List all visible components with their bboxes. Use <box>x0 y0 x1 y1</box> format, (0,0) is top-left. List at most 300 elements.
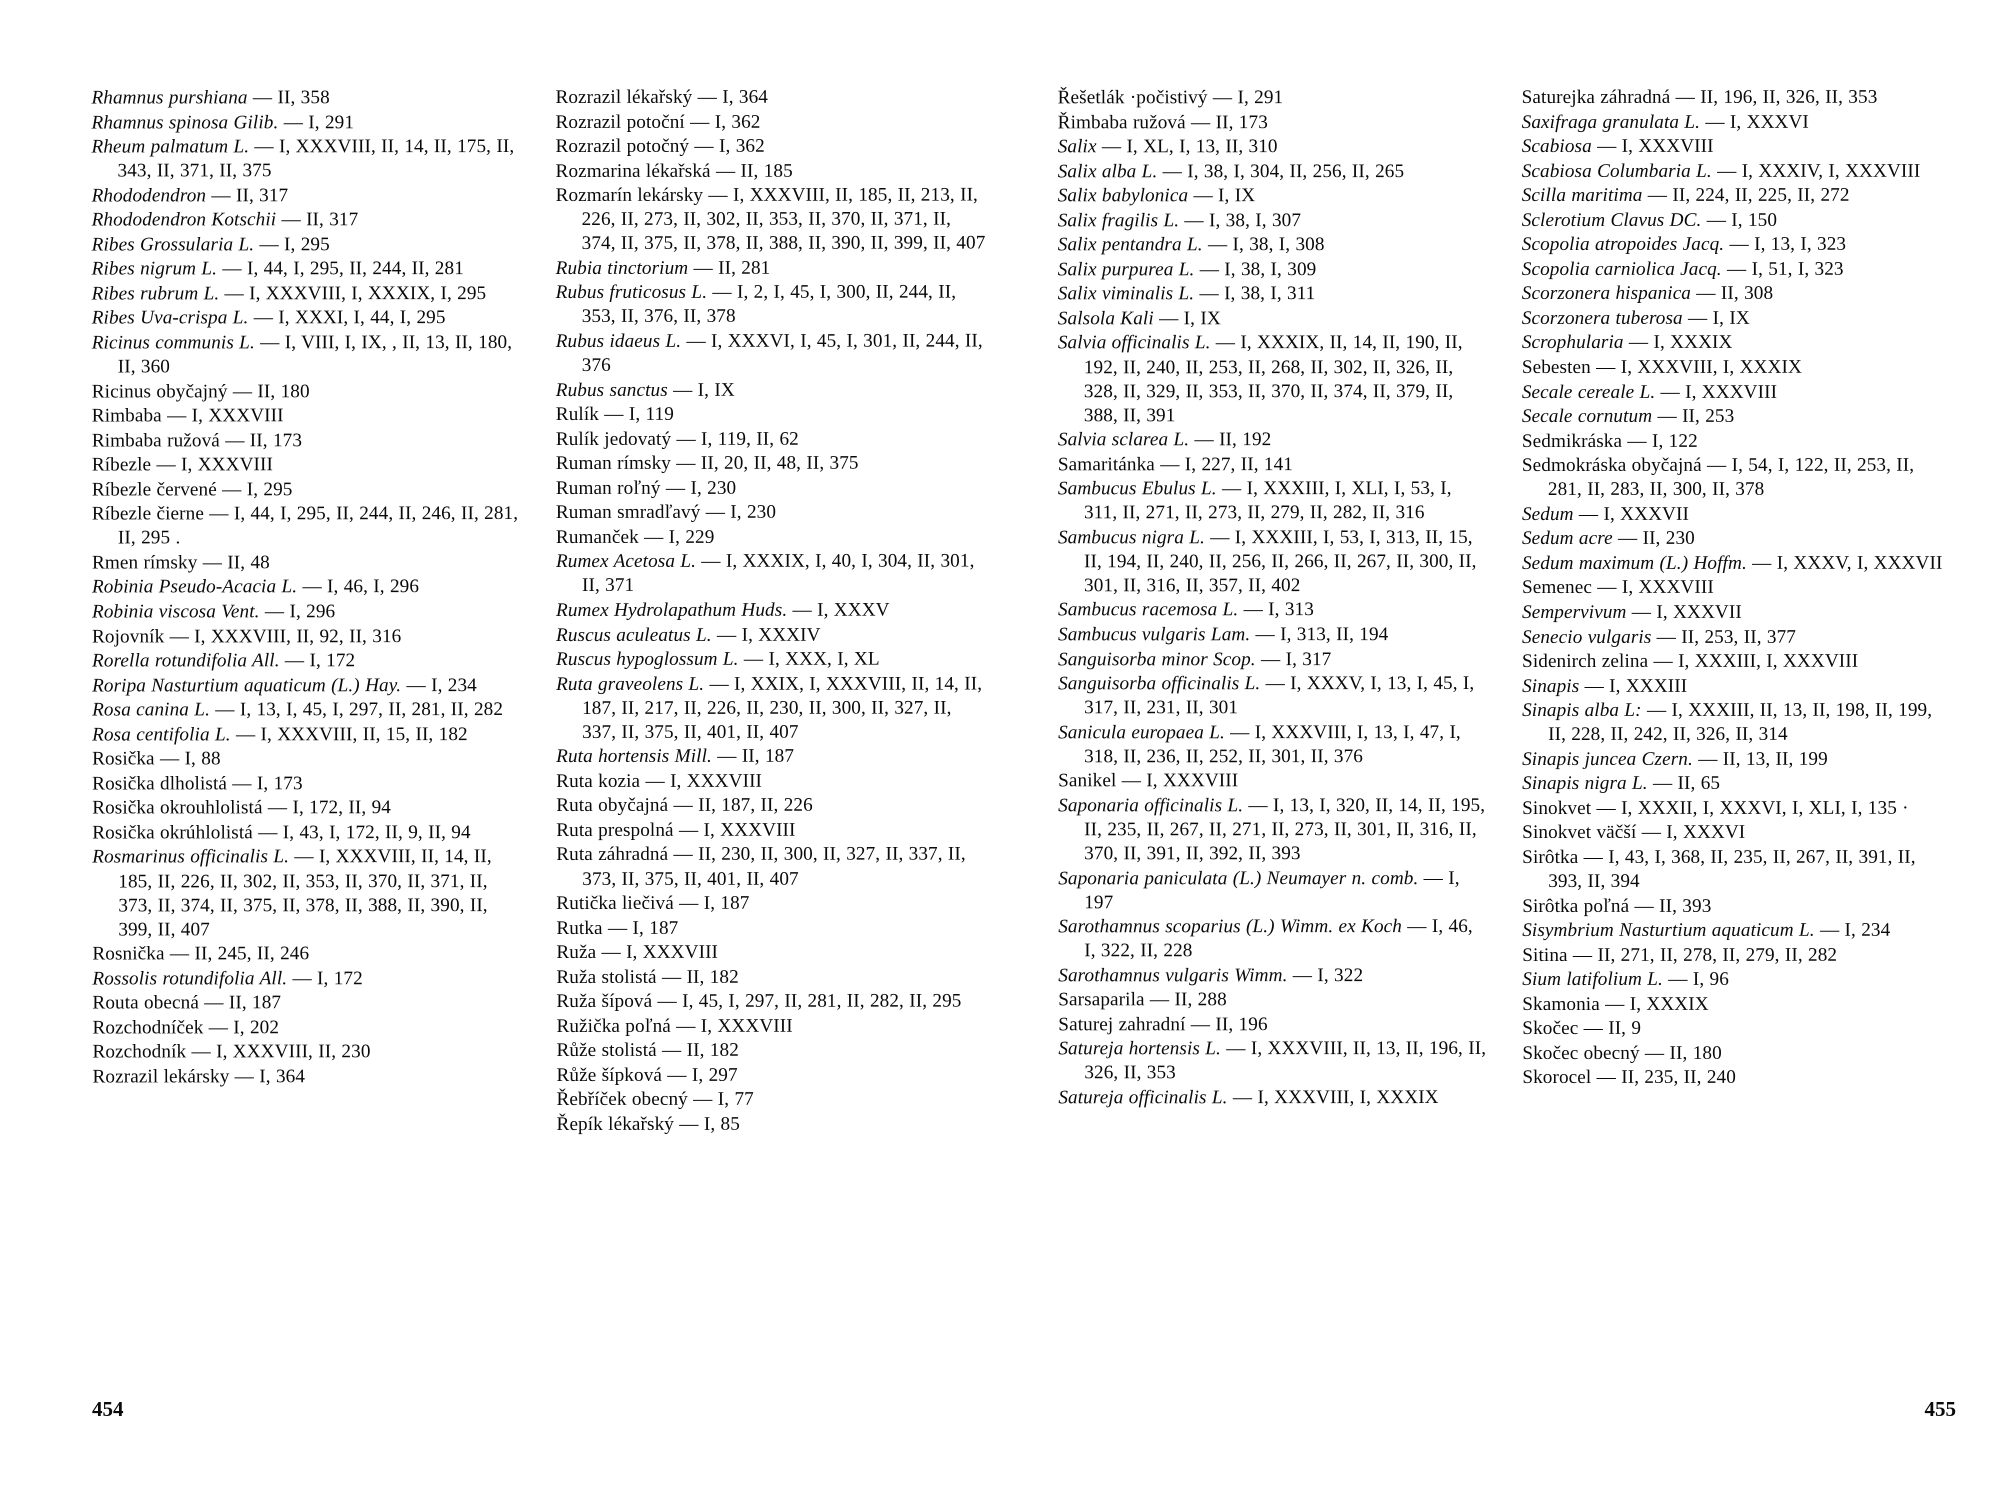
entry-references: — I, 119 <box>598 403 674 426</box>
entry-name: Routa obecná <box>92 992 199 1014</box>
entry-references: — I, XXXVII <box>1573 503 1689 525</box>
entry-references: — I, 2, I, 45, I, 300, II, 244, II, 353, II, 376, II, 378 <box>581 281 957 328</box>
index-entry <box>556 135 986 159</box>
index-entry <box>1522 576 1952 600</box>
entry-references: — I, 172 <box>287 967 363 989</box>
entry-name: Rozchodníček <box>92 1017 204 1039</box>
entry-references: — I, XXXIX <box>1623 332 1733 354</box>
entry-name: Rozmarina lékařská <box>555 160 711 182</box>
entry-name: Ruža stolistá <box>556 966 657 988</box>
entry-name: Salix purpurea L. <box>1057 259 1195 281</box>
index-entry <box>1058 331 1488 427</box>
index-entry <box>92 796 522 820</box>
index-entry <box>556 599 986 623</box>
entry-name: Rimbaba ružová <box>91 429 220 452</box>
entry-references: — I, 96 <box>1662 969 1729 991</box>
index-entry <box>1522 405 1952 429</box>
entry-name: Rubus idaeus L. <box>555 330 682 352</box>
index-entry <box>1058 307 1488 331</box>
index-entry <box>91 86 521 110</box>
entry-name: Robinia viscosa Vent. <box>91 601 260 623</box>
entry-name: Sarsaparila <box>1058 989 1145 1011</box>
entry-name: Salsola Kali <box>1057 308 1154 330</box>
entry-name: Rumex Acetosa L. <box>555 551 697 573</box>
entry-references: — II, 9 <box>1578 1018 1642 1040</box>
entry-references: — II, 230, II, 300, II, 327, II, 337, II, 373, II, 375, II, 401, II, 407 <box>582 844 966 890</box>
entry-name: Sanikel <box>1058 770 1117 792</box>
entry-references: — II, 173 <box>219 429 303 451</box>
entry-name: Rozmarín lekársky <box>555 185 704 207</box>
entry-references: — I, XXXVIII, II, 13, II, 196, II, 326, II, 353 <box>1084 1038 1487 1084</box>
entry-references: — I, XXXV, I, 13, I, 45, I, 317, II, 231, II, 301 <box>1084 673 1475 719</box>
entry-references: — II, 192 <box>1189 429 1272 451</box>
entry-references: — I, 364 <box>692 86 769 108</box>
entry-references: — I, 322 <box>1287 964 1364 986</box>
column-right-2 <box>1522 86 1953 1111</box>
entry-name: Ruscus hypoglossum L. <box>556 648 739 671</box>
entry-name: Ružička poľná <box>556 1015 671 1037</box>
entry-references: — II, 271, II, 278, II, 279, II, 282 <box>1567 944 1838 966</box>
entry-references: — I, XXXI, I, 44, I, 295 <box>248 307 446 329</box>
entry-references: — I, 202 <box>203 1017 280 1039</box>
entry-references: — I, 296 <box>259 601 336 623</box>
entry-references: — I, XXIX, I, XXXVIII, II, 14, II, 187, II, 217, II, 226, II, 230, II, 300, II, 327, II, 337, II, 375, II, 401, II, 407 <box>582 673 983 743</box>
entry-name: Scorzonera tuberosa <box>1521 307 1683 329</box>
index-entry <box>556 794 986 818</box>
index-entry <box>92 747 522 771</box>
entry-name: Sebesten <box>1521 356 1591 379</box>
entry-name: Ruža šípová <box>556 991 653 1013</box>
entry-name: Skamonia <box>1522 993 1600 1015</box>
entry-references: — II, 245, II, 246 <box>164 943 310 965</box>
entry-references: — I, XXXVIII <box>1116 770 1239 792</box>
entry-name: Satureja hortensis L. <box>1058 1038 1221 1060</box>
index-entry <box>556 916 986 940</box>
index-entry <box>1058 794 1488 866</box>
index-entry <box>1058 1086 1488 1110</box>
entry-references: — I, 150 <box>1701 209 1778 231</box>
column-right-1 <box>1058 86 1489 1111</box>
entry-name: Ruža <box>556 942 597 964</box>
index-entry <box>92 1040 522 1064</box>
entry-references: — I, XXXIX, I, 40, I, 304, II, 301, II, 371 <box>581 550 975 597</box>
entry-name: Rosa canina L. <box>92 699 210 721</box>
entry-references: — II, 65 <box>1647 773 1721 795</box>
entry-name: Ruta záhradná <box>556 844 669 866</box>
index-entry <box>555 110 985 134</box>
index-entry <box>92 208 522 232</box>
entry-name: Ribes Grossularia L. <box>91 234 255 256</box>
entry-references: — I, XXXV, I, XXXVII <box>1746 552 1943 574</box>
entry-name: Rorella rotundifolia All. <box>92 650 280 672</box>
entry-references: — I, 313 <box>1238 599 1314 621</box>
entry-references: — I, XXXIV, I, XXXVIII <box>1711 160 1921 182</box>
entry-name: Sanguisorba minor Scop. <box>1058 648 1256 670</box>
entry-references: — I, 46, I, 322, II, 228 <box>1084 916 1473 962</box>
entry-name: Sanicula europaea L. <box>1058 721 1225 744</box>
index-entry <box>1058 964 1488 988</box>
entry-references: — I, 229 <box>638 526 715 548</box>
entry-references: — I, 234 <box>401 674 477 696</box>
entry-references: — II, 196 <box>1185 1013 1268 1036</box>
entry-references: — I, XXXII, I, XXXVI, I, XLI, I, 135 · <box>1591 797 1909 819</box>
entry-references: — I, 43, I, 172, II, 9, II, 94 <box>252 821 471 844</box>
entry-name: Rhamnus spinosa Gilib. <box>91 111 279 134</box>
entry-references: — I, XXXVIII <box>640 770 763 792</box>
entry-name: Sirôtka poľná <box>1522 895 1630 917</box>
entry-name: Salix fragilis L. <box>1057 209 1180 232</box>
index-entry <box>1058 233 1488 257</box>
index-entry <box>1522 86 1952 110</box>
index-entry <box>1522 674 1952 698</box>
entry-name: Ribes rubrum L. <box>91 283 220 305</box>
index-entry <box>92 821 522 845</box>
entry-references: — I, XXXVIII, I, XXXIX, I, 295 <box>219 282 487 305</box>
index-entry <box>1058 1013 1488 1037</box>
entry-name: Saturejka záhradná <box>1521 86 1671 108</box>
index-entry <box>92 723 522 747</box>
entry-name: Ruta prespolná <box>556 819 674 841</box>
index-entry <box>1522 943 1952 967</box>
index-entry <box>92 257 522 281</box>
index-entry <box>1522 356 1952 380</box>
entry-name: Scrophularia <box>1521 332 1624 354</box>
entry-name: Ruman smradľavý <box>555 502 701 524</box>
entry-references: — II, 182 <box>656 1040 739 1062</box>
entry-references: — I, 297 <box>661 1064 738 1086</box>
index-entry <box>556 1039 986 1063</box>
entry-references: — II, 173 <box>1185 111 1268 133</box>
index-entry <box>92 478 522 502</box>
entry-name: Sinapis nigra L. <box>1522 773 1648 795</box>
entry-name: Salix alba L. <box>1057 160 1158 182</box>
entry-name: Roripa Nasturtium aquaticum (L.) Hay. <box>92 674 402 697</box>
entry-references: — I, 88 <box>154 748 221 770</box>
entry-references: — I, 38, I, 307 <box>1179 209 1302 231</box>
entry-references: — I, 13, I, 323 <box>1724 234 1847 256</box>
index-entry <box>1058 258 1488 282</box>
entry-references: — II, 393 <box>1629 895 1712 917</box>
entry-references: — I, XXXIII, I, XXXVIII <box>1648 650 1859 672</box>
entry-references: — I, 38, I, 304, II, 256, II, 265 <box>1157 160 1405 182</box>
index-entry <box>92 649 522 673</box>
index-entry <box>557 1113 987 1137</box>
index-entry <box>1522 1042 1952 1066</box>
index-entry <box>556 378 986 402</box>
entry-references: — I, XXXVIII <box>1655 381 1778 403</box>
entry-references: — I, XXXVIII, I, XXXIX <box>1227 1086 1439 1109</box>
entry-name: Sambucus racemosa L. <box>1058 599 1239 621</box>
entry-name: Řepík lékařský <box>556 1113 674 1135</box>
index-entry <box>1522 307 1952 331</box>
index-entry <box>556 256 986 280</box>
index-entry <box>1522 1066 1952 1090</box>
index-entry <box>92 845 522 942</box>
entry-references: — I, 13, I, 45, I, 297, II, 281, II, 282 <box>209 699 504 721</box>
entry-references: — II, 230 <box>1612 528 1695 550</box>
index-entry <box>1522 184 1952 208</box>
entry-name: Ruta obyčajná <box>556 795 669 817</box>
entry-references: — I, 38, I, 309 <box>1194 258 1317 281</box>
entry-references: — I, 187 <box>602 917 679 939</box>
index-entry <box>92 453 522 477</box>
index-entry <box>92 380 522 404</box>
entry-references: — I, 234 <box>1814 919 1891 941</box>
entry-name: Ribes nigrum L. <box>91 258 218 280</box>
entry-references: — I, XXXVIII, II, 14, II, 175, II, 343, II, 371, II, 375 <box>117 136 515 182</box>
entry-name: Sanguisorba officinalis L. <box>1058 673 1261 695</box>
index-entry <box>1522 233 1952 257</box>
index-entry <box>1058 598 1488 622</box>
index-entry <box>556 990 986 1014</box>
entry-references: — I, 44, I, 295, II, 244, II, 281 <box>217 258 464 280</box>
index-entry <box>556 501 986 525</box>
entry-references: — II, 317 <box>276 209 359 231</box>
entry-references: — I, XXXVIII, I, 13, I, 47, I, 318, II, 236, II, 252, II, 301, II, 376 <box>1084 721 1461 768</box>
entry-name: Skočec <box>1522 1018 1579 1040</box>
entry-references: — I, XXXIX, II, 14, II, 190, II, 192, II, 240, II, 253, II, 268, II, 302, II, 326, II, 328, II, 329, II, 353, II, 370, II, 374, II, 379, II, 388, II, 391 <box>1083 332 1463 426</box>
entry-references: — I, 172, II, 94 <box>262 797 391 819</box>
entry-name: Ríbezle červené <box>91 479 217 501</box>
index-entry <box>1522 282 1952 306</box>
entry-name: Rimbaba <box>91 405 162 427</box>
entry-name: Rumanček <box>555 526 639 548</box>
index-entry <box>1058 282 1488 306</box>
index-entry <box>556 452 986 476</box>
index-entry <box>1522 699 1952 747</box>
index-entry <box>1058 453 1488 477</box>
entry-references: — I, 295 <box>254 234 330 256</box>
entry-name: Sidenirch zelina <box>1522 650 1649 673</box>
entry-name: Salix <box>1057 136 1097 158</box>
entry-name: Rhododendron Kotschii <box>91 209 277 231</box>
index-entry <box>92 1065 522 1089</box>
entry-name: Ruscus aculeatus L. <box>556 624 712 646</box>
index-entry <box>1522 797 1952 821</box>
entry-name: Ruman rímsky <box>555 453 671 475</box>
entry-references: — I, XXXV <box>787 599 890 621</box>
entry-references: — I, 227, II, 141 <box>1154 453 1294 475</box>
entry-name: Sarothamnus scoparius (L.) Wimm. ex Koch <box>1058 916 1402 938</box>
index-entry <box>556 843 986 892</box>
entry-references: — I, XXXVIII <box>670 1015 793 1037</box>
entry-name: Ruta graveolens L. <box>556 673 705 695</box>
entry-references: — II, 13, II, 199 <box>1692 748 1828 770</box>
entry-references: — I, XXXIII, I, XLI, I, 53, I, 311, II, 271, II, 273, II, 279, II, 282, II, 316 <box>1083 478 1452 524</box>
index-entry <box>556 1014 986 1038</box>
entry-name: Rosička dlholistá <box>92 773 228 795</box>
entry-references: — I, 362 <box>689 135 765 157</box>
entry-name: Rozrazil lekársky <box>92 1066 230 1088</box>
entry-references: — I, 362 <box>684 111 761 133</box>
index-entry <box>556 818 986 842</box>
entry-references: — I, XXXVIII <box>1591 577 1714 599</box>
index-entry <box>92 698 522 722</box>
entry-references: — I, XXXVII <box>1626 601 1742 623</box>
entry-name: Sedmikráska <box>1521 430 1623 452</box>
entry-references: — II, 48 <box>197 552 270 574</box>
entry-name: Secale cereale L. <box>1521 381 1656 403</box>
entry-references: — I, 43, I, 368, II, 235, II, 267, II, 391, II, 393, II, 394 <box>1548 846 1916 892</box>
index-entry <box>1522 502 1952 526</box>
entry-references: — II, 196, II, 326, II, 353 <box>1670 86 1878 108</box>
entry-references: — I, 295 <box>216 479 293 501</box>
index-entry <box>1522 846 1952 894</box>
entry-name: Rozrazil potoční <box>555 111 685 133</box>
index-entry <box>1522 894 1952 918</box>
index-entry <box>556 1063 986 1087</box>
columns-right <box>1058 86 1957 1111</box>
entry-name: Salvia sclarea L. <box>1057 429 1190 451</box>
entry-name: Sempervivum <box>1522 601 1627 623</box>
entry-references: — II, 308 <box>1690 283 1774 305</box>
index-entry <box>92 942 522 966</box>
index-entry <box>1058 988 1488 1012</box>
entry-name: Rosička <box>92 748 155 770</box>
entry-references: — I, XXXVIII <box>673 819 796 841</box>
entry-name: Rutička liečivá <box>556 892 674 915</box>
index-entry <box>1522 625 1952 649</box>
entry-name: Rumex Hydrolapathum Huds. <box>555 599 788 621</box>
entry-references: — I, 13, I, 320, II, 14, II, 195, II, 235, II, 267, II, 271, II, 273, II, 301, II, 316, II, 370, II, 391, II, 392, II, 393 <box>1084 794 1486 865</box>
entry-name: Ruta kozia <box>556 770 641 792</box>
entry-references: — I, XXXIX <box>1599 993 1709 1015</box>
entry-name: Rozchodník <box>92 1041 187 1063</box>
index-entry <box>1058 623 1488 647</box>
entry-references: — II, 187, II, 226 <box>668 795 813 817</box>
entry-references: — II, 253 <box>1652 405 1735 428</box>
index-entry <box>1522 454 1952 502</box>
index-entry <box>1522 135 1952 159</box>
entry-name: Řebříček obecný <box>556 1089 688 1111</box>
index-entry <box>1058 428 1488 452</box>
index-entry <box>1522 919 1952 943</box>
entry-name: Semenec <box>1521 577 1592 599</box>
index-entry <box>556 427 986 451</box>
entry-references: — II, 187 <box>711 746 795 768</box>
index-entry <box>1522 110 1952 134</box>
entry-references: — I, IX <box>1682 307 1750 329</box>
entry-references: — II, 187 <box>198 992 282 1014</box>
entry-references: — II, 358 <box>247 87 330 109</box>
index-entry <box>1522 258 1952 282</box>
entry-name: Robinia Pseudo-Acacia L. <box>91 576 298 598</box>
entry-name: Secale cornutum <box>1521 406 1653 428</box>
entry-name: Sambucus nigra L. <box>1057 527 1205 549</box>
entry-name: Sinokvet <box>1522 797 1592 819</box>
index-entry <box>91 111 521 135</box>
index-entry <box>556 476 986 500</box>
entry-name: Sinapis <box>1522 675 1580 697</box>
entry-name: Rosmarinus officinalis L. <box>92 846 290 868</box>
index-entry <box>556 159 986 183</box>
entry-references: — I, IX <box>667 379 735 401</box>
entry-references: — II, 20, II, 48, II, 375 <box>670 452 859 475</box>
entry-references: — I, XXXVIII, II, 14, II, 185, II, 226, II, 302, II, 353, II, 370, II, 371, II, 373, II, 374, II, 375, II, 378, II, 388, II, 390, II, 399, II, 407 <box>118 846 492 941</box>
entry-name: Rojovník <box>92 625 165 648</box>
entry-name: Ruta hortensis Mill. <box>556 746 712 768</box>
entry-references: — I, XXXVI <box>1636 822 1746 844</box>
index-entry <box>1522 821 1952 845</box>
entry-name: Salix babylonica <box>1057 185 1189 207</box>
entry-references: — I, 291 <box>1207 87 1284 109</box>
entry-name: Sedum maximum (L.) Hoffm. <box>1521 552 1747 574</box>
index-entry <box>1058 160 1488 184</box>
entry-name: Scabiosa <box>1521 136 1592 158</box>
index-entry <box>556 892 986 916</box>
column-left-2 <box>555 86 986 1138</box>
entry-references: — I, XXXIII, II, 13, II, 198, II, 199, II, 228, II, 242, II, 326, II, 314 <box>1548 699 1933 746</box>
index-entry <box>1522 772 1952 796</box>
index-entry <box>92 135 522 184</box>
index-entry <box>92 502 522 551</box>
index-entry <box>1522 650 1952 674</box>
entry-name: Ribes Uva-crispa L. <box>91 307 249 329</box>
index-entry <box>556 769 986 793</box>
entry-references: — I, 230 <box>700 502 777 524</box>
entry-references: — I, XL, I, 13, II, 310 <box>1096 136 1278 158</box>
entry-name: Rmen rímsky <box>91 552 198 574</box>
entry-name: Ricinus obyčajný <box>91 380 228 403</box>
index-entry <box>92 1016 522 1040</box>
entry-name: Scopolia atropoides Jacq. <box>1521 234 1725 256</box>
index-entry <box>1522 601 1952 625</box>
entry-references: — I, 172 <box>279 650 356 672</box>
entry-name: Řešetlák ·počistivý <box>1057 87 1208 109</box>
entry-name: Salix pentandra L. <box>1057 234 1203 256</box>
entry-name: Satureja officinalis L. <box>1058 1087 1228 1109</box>
entry-name: Růže stolistá <box>556 1040 657 1062</box>
entry-references: — I, XXXVIII <box>1591 135 1714 158</box>
index-entry <box>1058 526 1488 598</box>
entry-references: — I, XXXVIII, II, 92, II, 316 <box>164 625 402 647</box>
index-entry <box>556 965 986 989</box>
column-left-1 <box>91 86 522 1138</box>
entry-name: Rulík jedovatý <box>555 428 672 450</box>
entry-references: — I, 122 <box>1622 430 1698 452</box>
entry-name: Scopolia carniolica Jacq. <box>1521 258 1722 280</box>
entry-references: — I, 313, II, 194 <box>1250 624 1389 646</box>
index-entry <box>556 623 986 647</box>
index-entry <box>556 281 986 330</box>
entry-references: — II, 180 <box>1639 1042 1722 1064</box>
entry-name: Sedum <box>1521 503 1574 525</box>
entry-references: — I, 38, I, 311 <box>1194 283 1316 305</box>
index-entry <box>92 282 522 306</box>
index-entry <box>92 772 522 796</box>
index-entry <box>1522 968 1952 992</box>
index-entry <box>556 648 986 672</box>
index-entry <box>556 672 986 745</box>
index-entry <box>555 86 985 110</box>
index-entry <box>92 967 522 991</box>
entry-references: — II, 281 <box>688 257 771 279</box>
entry-name: Ruman roľný <box>555 477 661 499</box>
entry-name: Saponaria officinalis L. <box>1058 795 1244 817</box>
entry-name: Scilla maritima <box>1521 185 1643 207</box>
entry-references: — I, XXXIII, I, 53, I, 313, II, 15, II, 194, II, 240, II, 256, II, 266, II, 267, II, 300, II, 301, II, 316, II, 357, II, 402 <box>1083 526 1477 597</box>
entry-references: — I, 46, I, 296 <box>297 576 420 598</box>
entry-name: Rhamnus purshiana <box>91 87 248 109</box>
index-entry <box>556 403 986 427</box>
entry-name: Senecio vulgaris <box>1522 626 1652 648</box>
entry-name: Rulík <box>555 404 599 426</box>
entry-references: — II, 182 <box>656 966 739 988</box>
index-entry <box>556 330 986 379</box>
index-entry <box>1058 477 1488 525</box>
entry-name: Ricinus communis L. <box>91 332 255 354</box>
entry-references: — II, 235, II, 240 <box>1591 1067 1736 1089</box>
